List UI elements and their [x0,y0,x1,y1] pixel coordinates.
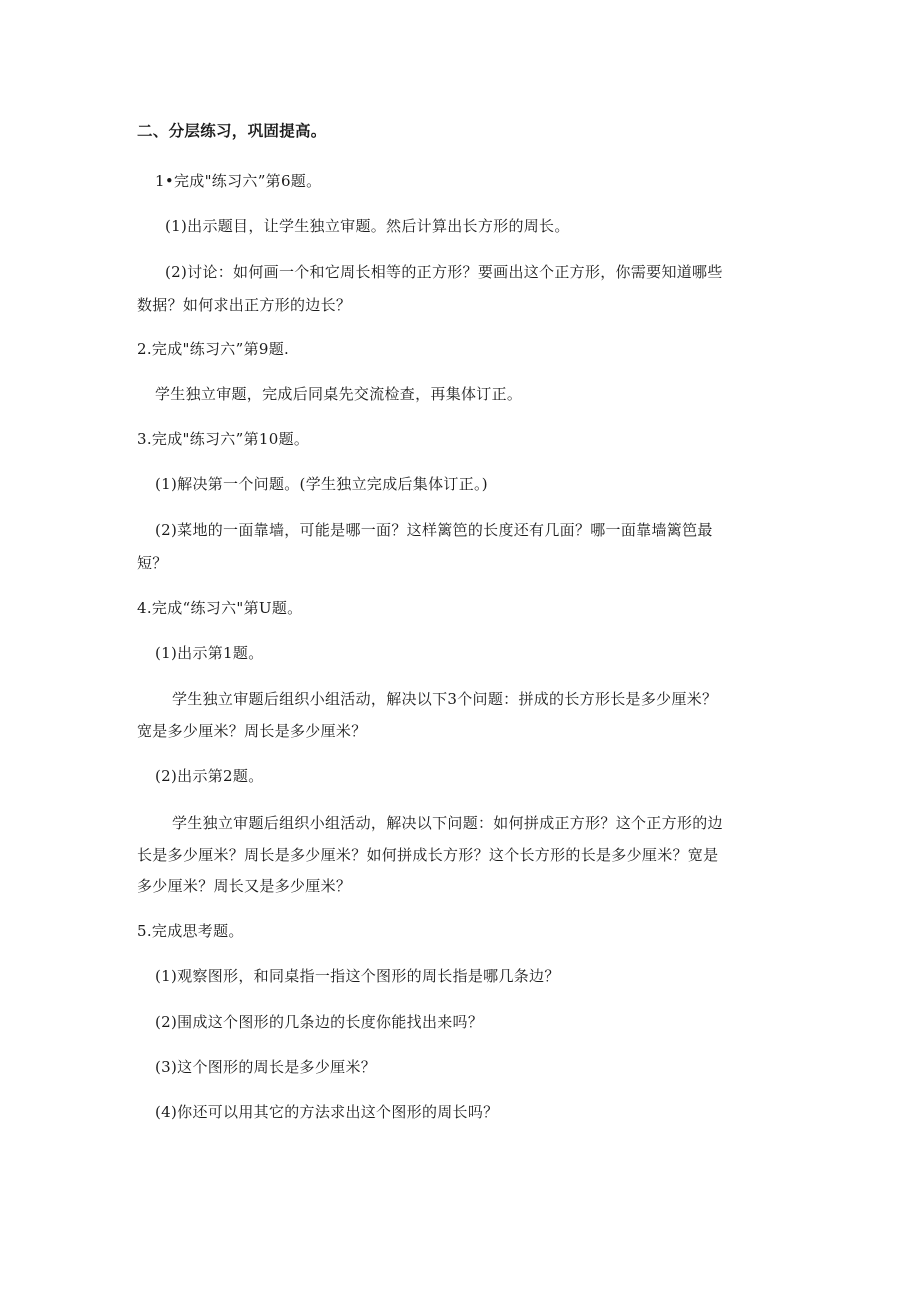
item-5-title: 5.完成思考题。 [137,922,244,940]
item-1-sub-1: (1)出示题目，让学生独立审题。然后计算出长方形的周长。 [165,217,570,235]
item-1-sub-2-line-1: (2)讨论：如何画一个和它周长相等的正方形？要画出这个正方形，你需要知道哪些 [165,263,723,281]
item-4-sub-2: (2)出示第2题。 [155,767,264,785]
item-1-title: 1•完成"练习六”第6题。 [155,172,322,190]
item-4-sub-1-text-line-2: 宽是多少厘米？周长是多少厘米？ [137,722,367,740]
item-2-title: 2.完成"练习六”第9题. [137,340,290,358]
item-5-sub-2: (2)围成这个图形的几条边的长度你能找出来吗？ [155,1013,484,1031]
item-1-sub-2-line-2: 数据？如何求出正方形的边长？ [137,296,352,314]
item-4-sub-2-text-line-3: 多少厘米？周长又是多少厘米？ [137,877,352,895]
item-3-sub-2-line-2: 短？ [137,554,168,572]
item-4-sub-2-text-line-1: 学生独立审题后组织小组活动，解决以下问题：如何拼成正方形？这个正方形的边 [172,814,723,832]
item-4-sub-1-text-line-1: 学生独立审题后组织小组活动，解决以下3个问题：拼成的长方形长是多少厘米？ [172,690,718,708]
item-4-title: 4.完成“练习六"第U题。 [137,599,303,617]
item-2-text: 学生独立审题，完成后同桌先交流检查，再集体订正。 [155,385,523,403]
item-5-sub-4: (4)你还可以用其它的方法求出这个图形的周长吗？ [155,1103,499,1121]
item-5-sub-3: (3)这个图形的周长是多少厘米？ [155,1058,377,1076]
item-5-sub-1: (1)观察图形，和同桌指一指这个图形的周长指是哪几条边？ [155,967,560,985]
section-heading: 二、分层练习，巩固提高。 [137,122,327,140]
item-3-sub-2-line-1: (2)菜地的一面靠墙，可能是哪一面？这样篱笆的长度还有几面？哪一面靠墙篱笆最 [155,521,713,539]
item-4-sub-1: (1)出示第1题。 [155,644,264,662]
item-3-sub-1: (1)解决第一个问题。(学生独立完成后集体订正。) [155,475,488,493]
item-3-title: 3.完成"练习六”第10题。 [137,430,310,448]
item-4-sub-2-text-line-2: 长是多少厘米？周长是多少厘米？如何拼成长方形？这个长方形的长是多少厘米？宽是 [137,846,719,864]
